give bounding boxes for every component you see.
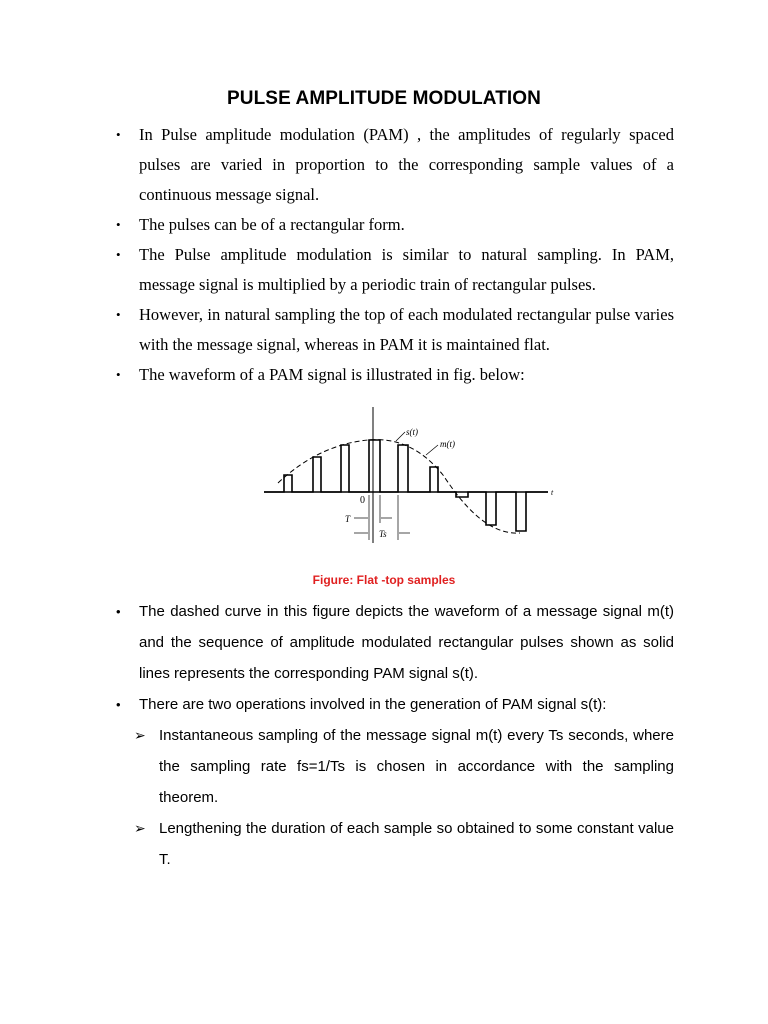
bullet-icon: • — [116, 247, 121, 262]
list-item-text: The Pulse amplitude modulation is similar to natural sampling. In PAM, message signal is multiplied by a periodic train of rectangular pulses. — [139, 245, 674, 294]
Ts-label: Ts — [379, 529, 387, 539]
arrow-bullet-icon: ➢ — [134, 820, 146, 836]
list-item — [112, 300, 674, 360]
pam-waveform-diagram — [258, 405, 558, 545]
sub-list-item — [112, 813, 674, 875]
bullet-icon: • — [116, 127, 121, 142]
message-signal-curve — [278, 440, 520, 534]
operations-sub-list — [134, 720, 674, 875]
figure-caption: Figure: Flat -top samples — [312, 573, 456, 587]
T-label: T — [345, 514, 351, 524]
bullet-icon: • — [116, 307, 121, 322]
zero-label: 0 — [360, 495, 365, 506]
t-axis-label: t — [551, 488, 554, 497]
sub-list-item — [112, 720, 674, 813]
list-item — [112, 689, 674, 875]
list-item-text: In Pulse amplitude modulation (PAM) , the amplitudes of regularly spaced pulses are varied in proportion to the corresponding sample values of a continuous message signal. — [139, 125, 674, 204]
bullet-icon: • — [116, 217, 121, 232]
list-item-text: The waveform of a PAM signal is illustrated in fig. below: — [139, 365, 525, 384]
explanation-bullet-list — [112, 596, 674, 875]
list-item — [112, 240, 674, 300]
bullet-icon: • — [116, 604, 121, 619]
list-item-text: The dashed curve in this figure depicts the waveform of a message signal m(t) and the sequence of amplitude modulated rectangular pulses shown as solid lines represents the corresponding PAM signal s(t). — [139, 603, 674, 682]
pam-waveform-figure — [258, 405, 558, 545]
page-title: PULSE AMPLITUDE MODULATION — [227, 88, 541, 109]
list-item — [112, 596, 674, 689]
arrow-bullet-icon: ➢ — [134, 727, 146, 743]
intro-bullet-list — [112, 120, 674, 390]
list-item-text: The pulses can be of a rectangular form. — [139, 215, 405, 234]
list-item — [112, 120, 674, 210]
bullet-icon: • — [116, 697, 121, 712]
list-item-text: However, in natural sampling the top of each modulated rectangular pulse varies with the message signal, whereas in PAM it is maintained flat. — [139, 305, 674, 354]
list-item-text: There are two operations involved in the generation of PAM signal s(t): — [139, 696, 607, 713]
mt-label: m(t) — [440, 439, 455, 449]
sub-list-item-text: Lengthening the duration of each sample so obtained to some constant value T. — [159, 820, 674, 868]
st-label: s(t) — [406, 427, 418, 437]
pam-pulse-train — [264, 440, 548, 531]
list-item — [112, 360, 674, 390]
bullet-icon: • — [116, 367, 121, 382]
sub-list-item-text: Instantaneous sampling of the message signal m(t) every Ts seconds, where the sampling rate fs=1/Ts is chosen in accordance with the sampling theorem. — [159, 727, 674, 806]
list-item — [112, 210, 674, 240]
